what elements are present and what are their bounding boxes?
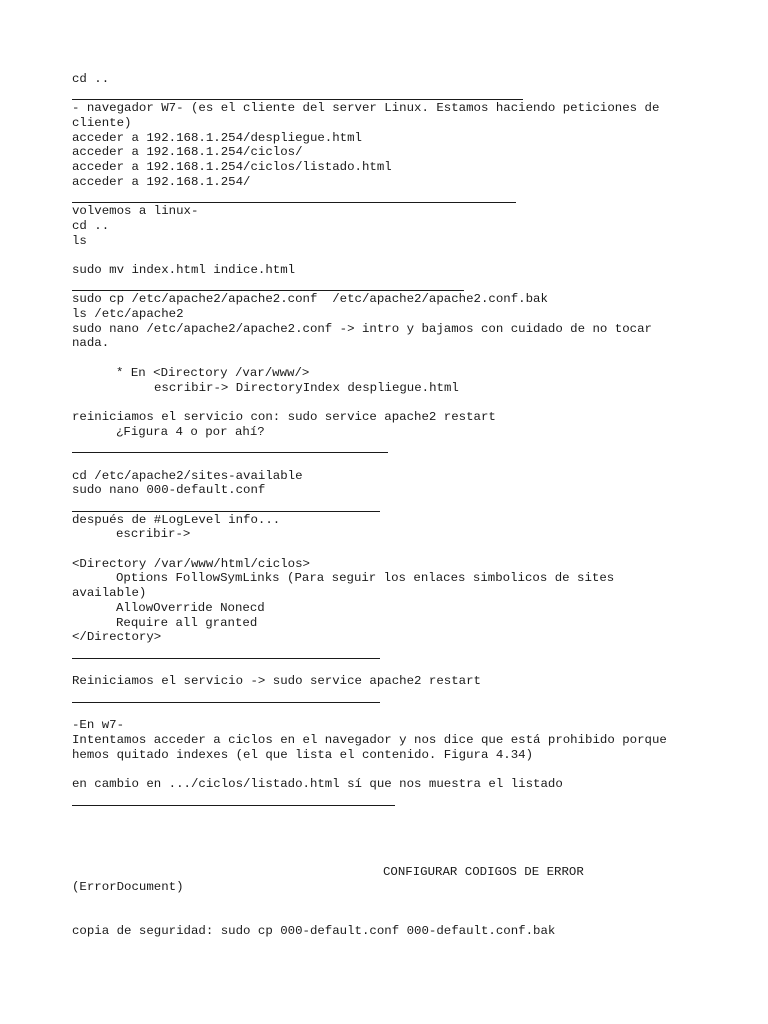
text-line: copia de seguridad: sudo cp 000-default.conf 000-default.conf.bak	[72, 924, 556, 938]
blank-line	[72, 836, 692, 851]
blank-line	[72, 542, 692, 557]
blank-line	[72, 351, 692, 366]
text-line: * En <Directory /var/www/>	[116, 365, 310, 380]
blank-line	[72, 821, 692, 836]
text-line: ¿Figura 4 o por ahí?	[116, 424, 265, 439]
separator-line	[72, 689, 692, 704]
text-line: AllowOverride Nonecd	[116, 600, 265, 615]
blank-line	[72, 395, 692, 410]
text-line: sudo nano /etc/apache2/apache2.conf -> intro y bajamos con cuidado de no tocar nada.	[72, 321, 660, 351]
blank-line	[72, 909, 692, 924]
text-line: ls	[72, 233, 87, 248]
text-line: acceder a 192.168.1.254/	[72, 174, 251, 189]
section-heading: CONFIGURAR CODIGOS DE ERROR	[383, 865, 584, 880]
text-line: reiniciamos el servicio con: sudo service apache2 restart	[72, 409, 496, 424]
document-page	[72, 72, 692, 939]
text-line: cd ..	[72, 72, 110, 86]
separator-line	[72, 190, 692, 205]
text-span: Options FollowSymLinks (Para seguir los enlaces simbolicos de sites available)	[72, 571, 622, 601]
blank-line	[72, 807, 692, 822]
text-line: - navegador W7- (es el cliente del server Linux. Estamos haciendo peticiones de cliente)	[72, 101, 667, 131]
separator-line	[72, 278, 692, 293]
blank-line	[72, 248, 692, 263]
text-line: Intentamos acceder a ciclos en el navegador y nos dice que está prohibido porque hemos quitado indexes (el que lista el contenido. Figura 4.34)	[72, 733, 675, 762]
separator-line	[72, 792, 692, 807]
text-line: después de #LogLevel info...	[72, 512, 281, 527]
text-line: cd /etc/apache2/sites-available	[72, 468, 303, 483]
text-line: en cambio en .../ciclos/listado.html sí que nos muestra el listado	[72, 777, 563, 792]
text-line: sudo mv index.html indice.html	[72, 262, 296, 277]
text-line: escribir->	[116, 527, 191, 542]
text-line	[72, 571, 692, 600]
text-line: acceder a 192.168.1.254/ciclos/listado.html	[72, 160, 392, 175]
text-line: sudo cp /etc/apache2/apache2.conf /etc/apache2/apache2.conf.bak	[72, 292, 548, 307]
text-line: escribir-> DirectoryIndex despliegue.html	[154, 380, 459, 395]
blank-line	[72, 704, 692, 719]
text-line: sudo nano 000-default.conf	[72, 483, 266, 498]
text-line: <Directory /var/www/html/ciclos>	[72, 556, 310, 571]
separator-line	[72, 87, 692, 102]
blank-line	[72, 895, 692, 910]
text-line: acceder a 192.168.1.254/ciclos/	[72, 145, 303, 160]
text-line: cd ..	[72, 218, 110, 233]
text-line: -En w7-	[72, 718, 125, 733]
text-line: volvemos a linux-	[72, 204, 199, 219]
blank-line	[72, 454, 692, 469]
text-line: (ErrorDocument)	[72, 879, 184, 894]
blank-line	[72, 762, 692, 777]
separator-line	[72, 498, 692, 513]
text-line: ls /etc/apache2	[72, 307, 184, 322]
separator-line	[72, 439, 692, 454]
text-line: Require all granted	[116, 615, 258, 630]
separator-line	[72, 645, 692, 660]
text-line: acceder a 192.168.1.254/despliegue.html	[72, 130, 362, 145]
text-line: Reiniciamos el servicio -> sudo service apache2 restart	[72, 674, 481, 689]
blank-line	[72, 660, 692, 675]
text-line: </Directory>	[72, 630, 162, 645]
blank-line	[72, 851, 692, 866]
